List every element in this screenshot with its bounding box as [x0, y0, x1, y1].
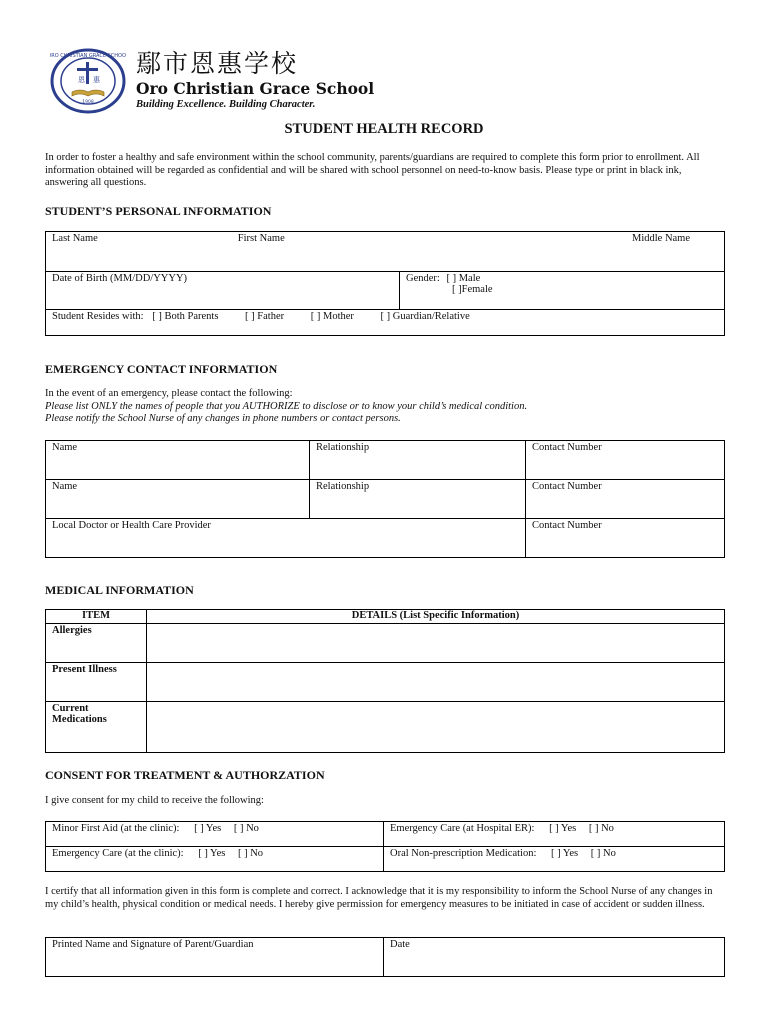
gender-female-checkbox[interactable]: [ ]Female — [452, 284, 493, 295]
consent-emergency-hospital — [384, 822, 725, 847]
resides-guardian-checkbox[interactable]: [ ] Guardian/Relative — [380, 311, 470, 322]
contact-number-label: Contact Number — [532, 442, 602, 453]
intro-paragraph — [45, 152, 725, 190]
dob-field[interactable] — [46, 272, 400, 310]
resides-label: Student Resides with: — [52, 311, 144, 322]
relationship-label: Relationship — [316, 481, 370, 492]
contact-number-label: Contact Number — [532, 481, 602, 492]
contact-1-relationship[interactable] — [310, 441, 526, 480]
consent-label: Minor First Aid (at the clinic): — [52, 823, 180, 834]
current-medications-label: Current Medications — [46, 702, 147, 753]
resides-both-parents-checkbox[interactable]: [ ] Both Parents — [152, 311, 219, 322]
emergency-contact-table — [45, 440, 725, 558]
signature-table — [45, 937, 725, 977]
doctor-label: Local Doctor or Health Care Provider — [52, 520, 211, 531]
allergies-label: Allergies — [46, 624, 147, 663]
gender-male-checkbox[interactable]: [ ] Male — [446, 273, 481, 284]
name-field[interactable] — [46, 232, 725, 272]
consent-label: Emergency Care (at the clinic): — [52, 848, 184, 859]
school-name-chinese: 鄢市恩惠学校 — [136, 49, 299, 78]
current-medications-details-field[interactable] — [147, 702, 725, 753]
intro-text: In order to foster a healthy and safe environment within the school community, parents/guardians are required to complete this form prior to enrollment. All information obtained will be regarded as confidential and will be shared with school personnel on need-to-know basis. Please type or print in black ink, answering all questions. — [45, 152, 700, 189]
yes-checkbox[interactable]: [ ] Yes — [198, 848, 226, 859]
yes-checkbox[interactable]: [ ] Yes — [549, 823, 577, 834]
consent-label: Oral Non-prescription Medication: — [390, 848, 537, 859]
no-checkbox[interactable]: [ ] No — [233, 823, 259, 834]
medical-info-table — [45, 609, 725, 753]
consent-label: Emergency Care (at Hospital ER): — [390, 823, 535, 834]
consent-table — [45, 821, 725, 872]
medical-heading: MEDICAL INFORMATION — [45, 583, 194, 597]
signature-field[interactable] — [46, 938, 384, 977]
present-illness-details-field[interactable] — [147, 663, 725, 702]
consent-oral-medication — [384, 847, 725, 872]
details-column-header: DETAILS (List Specific Information) — [147, 610, 725, 624]
consent-heading: CONSENT FOR TREATMENT & AUTHORZATION — [45, 768, 325, 782]
present-illness-label: Present Illness — [46, 663, 147, 702]
contact-1-name[interactable] — [46, 441, 310, 480]
no-checkbox[interactable]: [ ] No — [588, 823, 614, 834]
name-label: Name — [52, 481, 78, 492]
no-checkbox[interactable]: [ ] No — [590, 848, 616, 859]
contact-2-number[interactable] — [526, 480, 725, 519]
resides-mother-checkbox[interactable]: [ ] Mother — [310, 311, 354, 322]
consent-intro: I give consent for my child to receive the following: — [45, 795, 264, 806]
doctor-field[interactable] — [46, 519, 526, 558]
contact-number-label: Contact Number — [532, 520, 602, 531]
signature-label: Printed Name and Signature of Parent/Guardian — [52, 939, 254, 950]
personal-info-table — [45, 231, 725, 336]
contact-2-name[interactable] — [46, 480, 310, 519]
yes-checkbox[interactable]: [ ] Yes — [551, 848, 579, 859]
contact-1-number[interactable] — [526, 441, 725, 480]
svg-text:惠: 惠 — [93, 76, 100, 84]
contact-2-relationship[interactable] — [310, 480, 526, 519]
personal-info-heading: STUDENT’S PERSONAL INFORMATION — [45, 204, 272, 218]
logo-ring-text: ORO CHRISTIAN GRACE SCHOOL — [50, 53, 126, 59]
certification-paragraph — [45, 886, 725, 911]
school-tagline: Building Excellence. Building Character. — [136, 99, 316, 110]
relationship-label: Relationship — [316, 442, 370, 453]
resides-father-checkbox[interactable]: [ ] Father — [245, 311, 285, 322]
emergency-instructions — [45, 388, 725, 426]
emergency-heading: EMERGENCY CONTACT INFORMATION — [45, 362, 278, 376]
middle-name-label: Middle Name — [631, 233, 691, 244]
last-name-label: Last Name — [52, 233, 98, 244]
resides-with-field — [46, 310, 725, 336]
emergency-line-2: Please list ONLY the names of people that you AUTHORIZE to disclose or to know your child’s medical condition. — [45, 400, 528, 412]
certification-text: I certify that all information given in this form is complete and correct. I acknowledge that it is my responsibility to inform the School Nurse of any changes in my child’s health, physical condition or medical needs. I hereby give permission for emergency measures to be initiated in case of accident or sudden illness. — [45, 886, 713, 910]
emergency-line-3: Please notify the School Nurse of any changes in phone numbers or contact persons. — [45, 413, 401, 425]
consent-minor-first-aid — [46, 822, 384, 847]
name-label: Name — [52, 442, 78, 453]
gender-field[interactable] — [400, 272, 725, 310]
date-field[interactable] — [384, 938, 725, 977]
dob-label: Date of Birth (MM/DD/YYYY) — [52, 273, 188, 284]
form-title: STUDENT HEALTH RECORD — [284, 121, 484, 137]
item-column-header: ITEM — [46, 610, 147, 624]
emergency-line-1: In the event of an emergency, please contact the following: — [45, 388, 293, 399]
logo-year: 1908 — [82, 100, 94, 105]
yes-checkbox[interactable]: [ ] Yes — [194, 823, 222, 834]
doctor-contact-number[interactable] — [526, 519, 725, 558]
school-name-english: Oro Christian Grace School — [136, 79, 375, 98]
date-label: Date — [390, 939, 410, 950]
first-name-label: First Name — [237, 233, 285, 244]
gender-label: Gender: — [406, 273, 440, 284]
school-logo — [50, 48, 126, 114]
svg-text:恩: 恩 — [78, 76, 85, 84]
no-checkbox[interactable]: [ ] No — [237, 848, 264, 859]
allergies-details-field[interactable] — [147, 624, 725, 663]
consent-emergency-clinic — [46, 847, 384, 872]
